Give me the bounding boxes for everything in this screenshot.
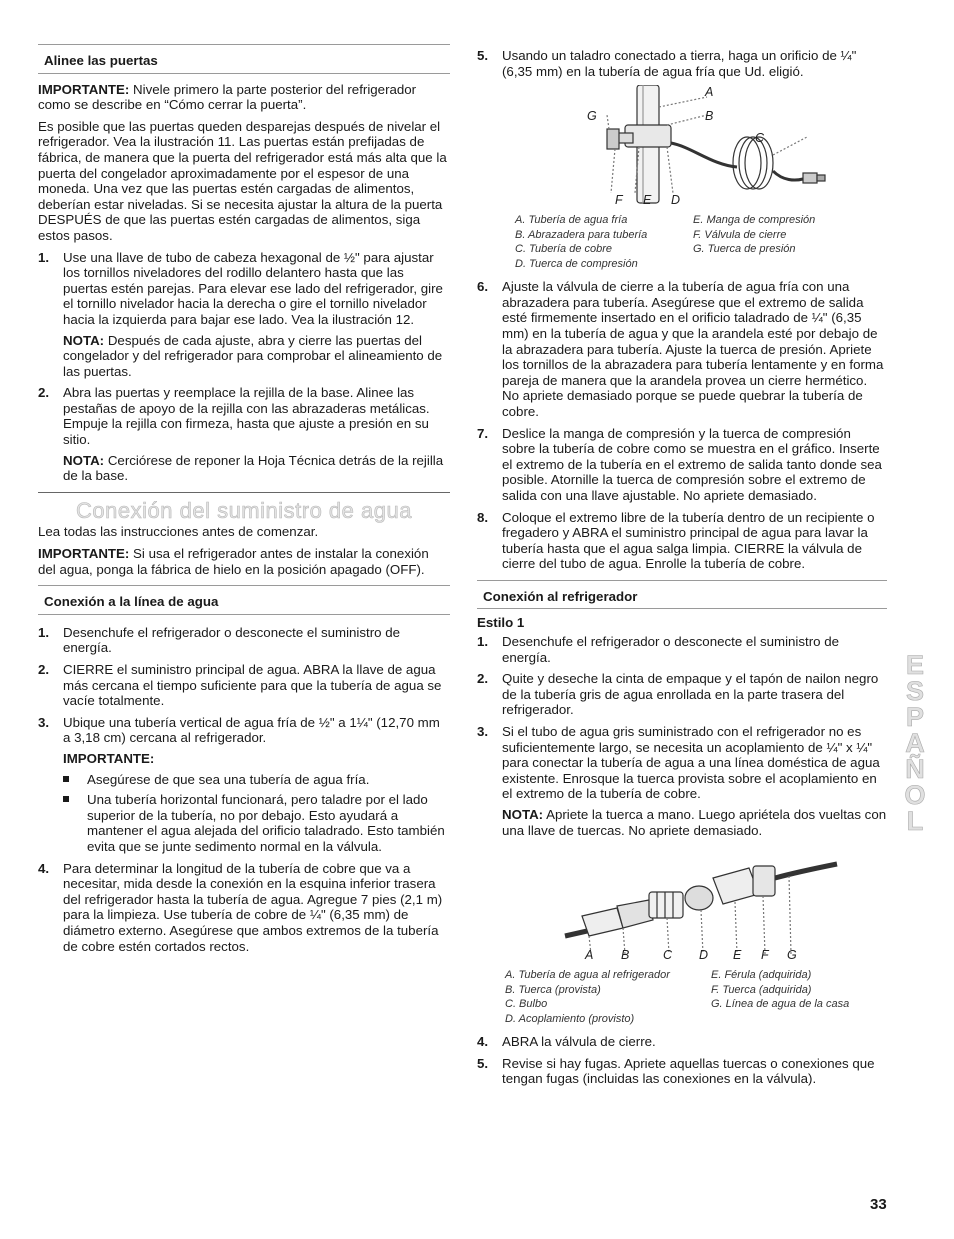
label-d: D bbox=[699, 948, 709, 963]
label-f: F bbox=[615, 193, 623, 208]
item-text: Deslice la manga de compresión y la tuerca de compresión sobre la tubería de cobre como se muestra en el gráfico. Inserte el extremo de la tubería en el extremo de salida tanto donde sea posible. Atornille la tuerca de compresión sobre el extremo de salida con una llave ajustable. No apriete demasiado. bbox=[502, 425, 882, 503]
item-number: 1. bbox=[38, 624, 50, 640]
note bbox=[63, 333, 450, 380]
caption: A. Tubería de agua fría bbox=[515, 214, 628, 227]
side-tab-letter: O bbox=[904, 780, 926, 810]
section-heading-align-doors: Alinee las puertas bbox=[44, 53, 158, 68]
steps-list bbox=[38, 625, 450, 954]
paragraph bbox=[38, 546, 450, 577]
item-text: Revise si hay fugas. Apriete aquellas tuercas o conexiones que tengan fugas (incluidas las conexiones en la válvula). bbox=[502, 1055, 875, 1087]
label-c: C bbox=[755, 131, 765, 146]
label-a: A bbox=[585, 948, 594, 963]
steps-list bbox=[477, 48, 887, 79]
figure-captions bbox=[477, 213, 887, 271]
important-label: IMPORTANTE: bbox=[38, 546, 130, 562]
note bbox=[502, 807, 887, 838]
caption bbox=[711, 1012, 887, 1027]
item-text: Ubique una tubería vertical de agua fría de ½" a 1¼" (12,70 mm a 3,18 cm) cercana al refrigerador. bbox=[63, 714, 440, 746]
list-item bbox=[477, 279, 887, 419]
style-heading: Estilo 1 bbox=[477, 615, 525, 631]
item-number: 3. bbox=[477, 724, 489, 740]
big-section-title: Conexión del suministro de agua bbox=[76, 497, 412, 523]
label-b: B bbox=[705, 109, 714, 124]
caption: F. Válvula de cierre bbox=[693, 228, 787, 241]
item-number: 1. bbox=[477, 634, 489, 650]
caption: G. Tuerca de presión bbox=[693, 243, 796, 256]
list-item bbox=[477, 510, 887, 572]
item-number: 7. bbox=[477, 425, 489, 441]
list-item bbox=[477, 426, 887, 504]
bullet-square-icon bbox=[63, 776, 69, 782]
note-label: NOTA: bbox=[502, 807, 544, 822]
section-rule bbox=[38, 73, 450, 74]
side-tab-letter: P bbox=[905, 702, 924, 732]
important-label: IMPORTANTE: bbox=[63, 750, 155, 766]
steps-list bbox=[477, 279, 887, 572]
caption: B. Abrazadera para tubería bbox=[515, 228, 648, 241]
paragraph bbox=[38, 82, 450, 113]
list-item bbox=[38, 861, 450, 955]
item-number: 5. bbox=[477, 1055, 489, 1071]
label-c: C bbox=[663, 948, 673, 963]
section-rule bbox=[38, 614, 450, 615]
bullet-text: Una tubería horizontal funcionará, pero taladre por el lado superior de la tubería, no por debajo. Esto ayudará a mantener el agua alejada del orificio taladrado. Esto también evita que se junte sedimento normal en la válvula. bbox=[87, 792, 445, 854]
bullet-item bbox=[63, 772, 450, 788]
bullet-list bbox=[63, 772, 450, 855]
coupling-illustration bbox=[477, 844, 887, 962]
item-number: 4. bbox=[477, 1034, 489, 1050]
right-column bbox=[477, 48, 887, 1093]
section-heading-water-line: Conexión a la línea de agua bbox=[44, 594, 219, 610]
item-number: 1. bbox=[38, 249, 50, 265]
note bbox=[63, 453, 450, 484]
bullet-square-icon bbox=[63, 796, 69, 802]
item-text: Quite y deseche la cinta de empaque y el tapón de nailon negro de la tubería gris de agua enrollada en la parte trasera del refrigerador. bbox=[502, 671, 879, 718]
list-item bbox=[38, 662, 450, 709]
section-rule bbox=[477, 608, 887, 609]
note-label: NOTA: bbox=[63, 332, 105, 348]
list-item bbox=[477, 634, 887, 665]
caption: B. Tuerca (provista) bbox=[505, 983, 601, 996]
note-text: Después de cada ajuste, abra y cierre las puertas del congelador y del refrigerador para comprobar el alineamiento de las puertas. bbox=[63, 332, 443, 379]
item-text: Si el tubo de agua gris suministrado con el refrigerador no es suficientemente largo, se necesita un acoplamiento de ¼" x ¼" para conectar la tubería de agua a una línea doméstica de agua existente. Enrosque la tuerca provista sobre el acoplamiento en el extremo de la tubería de cobre. bbox=[502, 724, 880, 802]
caption: F. Tuerca (adquirida) bbox=[711, 983, 812, 996]
item-text: Desenchufe el refrigerador o desconecte el suministro de energía. bbox=[63, 624, 401, 656]
list-item bbox=[477, 1034, 887, 1050]
item-text: Para determinar la longitud de la tubería de cobre que va a necesitar, mida desde la conexión en la esquina inferior trasera del refrigerador hasta la tubería de agua. Agregue 7 pies (2,1 m) para la limpieza. Use tubería de cobre de ¼" (6,35 mm) de diámetro externo. Asegúrese que ambos extremos de la tubería de cobre estén cortados rectos. bbox=[63, 860, 443, 954]
label-g: G bbox=[587, 109, 597, 124]
list-item bbox=[477, 724, 887, 838]
list-item bbox=[477, 671, 887, 718]
list-item bbox=[38, 250, 450, 380]
caption: D. Tuerca de compresión bbox=[515, 257, 638, 270]
paragraph-text: Nivele primero la parte posterior del refrigerador como se describe en “Cómo cerrar la puerta”. bbox=[38, 81, 417, 113]
valve-illustration bbox=[477, 85, 887, 213]
side-tab-letter: E bbox=[905, 650, 924, 680]
list-item bbox=[477, 48, 887, 79]
label-g: G bbox=[787, 948, 797, 963]
side-tab-letter: A bbox=[905, 728, 925, 758]
item-text: Usando un taladro conectado a tierra, haga un orificio de ¼" (6,35 mm) en la tubería de agua fría que Ud. eligió. bbox=[502, 48, 857, 79]
steps-list bbox=[38, 250, 450, 484]
paragraph: Lea todas las instrucciones antes de comenzar. bbox=[38, 524, 319, 540]
left-column bbox=[38, 44, 450, 960]
page-number: 33 bbox=[870, 1196, 887, 1213]
list-item bbox=[38, 625, 450, 656]
note-label: NOTA: bbox=[63, 452, 105, 468]
paragraph-text: Si usa el refrigerador antes de instalar la conexión del agua, ponga la fábrica de hielo en la posición apagado (OFF). bbox=[38, 546, 429, 577]
label-d: D bbox=[671, 193, 681, 208]
important-label: IMPORTANTE: bbox=[38, 81, 130, 97]
item-number: 2. bbox=[477, 671, 489, 687]
item-number: 2. bbox=[38, 662, 50, 677]
caption: D. Acoplamiento (provisto) bbox=[505, 1012, 635, 1025]
language-side-tab bbox=[900, 650, 930, 836]
paragraph: Es posible que las puertas queden desparejas después de nivelar el refrigerador. Vea la ilustración 11. Las puertas están prefijadas de fábrica, de manera que la puerta del refrigerador está más alta que la puerta del congelador aproximadamente por el espesor de una moneda. Una vez que las puertas estén cargadas de alimentos, deberían estar niveladas. Si se necesita ajustar la altura de la puerta DESPUÉS de que las puertas estén cargadas de alimentos, siga estos pasos. bbox=[38, 118, 447, 243]
item-text: Ajuste la válvula de cierre a la tubería de agua fría con una abrazadera para tubería. Asegúrese que el extremo de salida esté firmemente insertado en el orificio taladrado de ¼" (6,35 mm) en la tubería de agua y que la arandela esté por debajo de la abrazadera para tubería. Ajuste la tuerca de presión. Apriete los tornillos de la abrazadera para tubería lentamente y en forma pareja de manera que la arandela provea un cierre hermético. No apriete demasiado porque se puede quebrar la tubería de cobre. bbox=[502, 279, 884, 419]
coupling-drawing bbox=[477, 844, 887, 962]
valve-drawing bbox=[477, 85, 887, 213]
item-number: 8. bbox=[477, 509, 489, 525]
caption: G. Línea de agua de la casa bbox=[711, 998, 850, 1011]
label-e: E bbox=[643, 193, 652, 208]
list-item bbox=[477, 1056, 887, 1087]
bullet-item bbox=[63, 792, 450, 854]
item-text: Desenchufe el refrigerador o desconecte el suministro de energía. bbox=[502, 634, 840, 665]
side-tab-letter: L bbox=[906, 806, 924, 836]
caption: E. Manga de compresión bbox=[693, 214, 816, 227]
side-tab-letter: Ñ bbox=[905, 754, 925, 784]
side-tab-letter: S bbox=[905, 676, 924, 706]
item-number: 5. bbox=[477, 48, 489, 63]
item-text: Coloque el extremo libre de la tubería dentro de un recipiente o fregadero y ABRA el suministro principal de agua para lavar la tubería hasta que el agua salga limpia. CIERRE la válvula de cierre del tubo de agua. Enrolle la tubería de cobre. bbox=[502, 509, 875, 572]
label-f: F bbox=[761, 948, 769, 963]
label-b: B bbox=[621, 948, 630, 963]
steps-list bbox=[477, 1034, 887, 1087]
caption: C. Tubería de cobre bbox=[515, 243, 613, 256]
item-number: 6. bbox=[477, 279, 489, 295]
label-a: A bbox=[705, 85, 714, 100]
item-number: 3. bbox=[38, 714, 50, 730]
steps-list bbox=[477, 634, 887, 838]
caption: A. Tubería de agua al refrigerador bbox=[505, 969, 670, 982]
list-item bbox=[38, 715, 450, 855]
list-item bbox=[38, 385, 450, 484]
note-text: Cerciórese de reponer la Hoja Técnica detrás de la rejilla de la base. bbox=[63, 452, 444, 484]
caption bbox=[693, 257, 887, 272]
item-number: 2. bbox=[38, 385, 50, 401]
item-text: ABRA la válvula de cierre. bbox=[502, 1034, 656, 1050]
figure-captions bbox=[477, 968, 887, 1026]
item-number: 4. bbox=[38, 860, 50, 876]
item-text: Use una llave de tubo de cabeza hexagonal de ½" para ajustar los tornillos niveladores del rodillo delantero hasta que las puertas estén parejas. Para elevar ese lado del refrigerador, gire el tornillo nivelador hacia la derecha o gire el tornillo nivelador hacia la izquierda para bajar ese lado. Vea la ilustración 12. bbox=[63, 249, 443, 327]
item-text: Abra las puertas y reemplace la rejilla de la base. Alinee las pestañas de apoyo de la rejilla con las abrazaderas metálicas. Empuje la rejilla con firmeza, hasta que ajuste a presión en su sitio. bbox=[63, 385, 430, 448]
bullet-text: Asegúrese de que sea una tubería de agua fría. bbox=[87, 771, 370, 787]
caption: E. Férula (adquirida) bbox=[711, 969, 812, 982]
section-heading-refrigerator-connection: Conexión al refrigerador bbox=[483, 588, 638, 604]
caption: C. Bulbo bbox=[505, 998, 548, 1011]
label-e: E bbox=[733, 948, 742, 963]
item-text: CIERRE el suministro principal de agua. ABRA la llave de agua más cercana el tiempo suficiente para que la tubería de agua se vacíe totalmente. bbox=[63, 662, 442, 709]
note-text: Apriete la tuerca a mano. Luego apriétela dos vueltas con una llave de tuercas. No apriete demasiado. bbox=[502, 807, 887, 838]
